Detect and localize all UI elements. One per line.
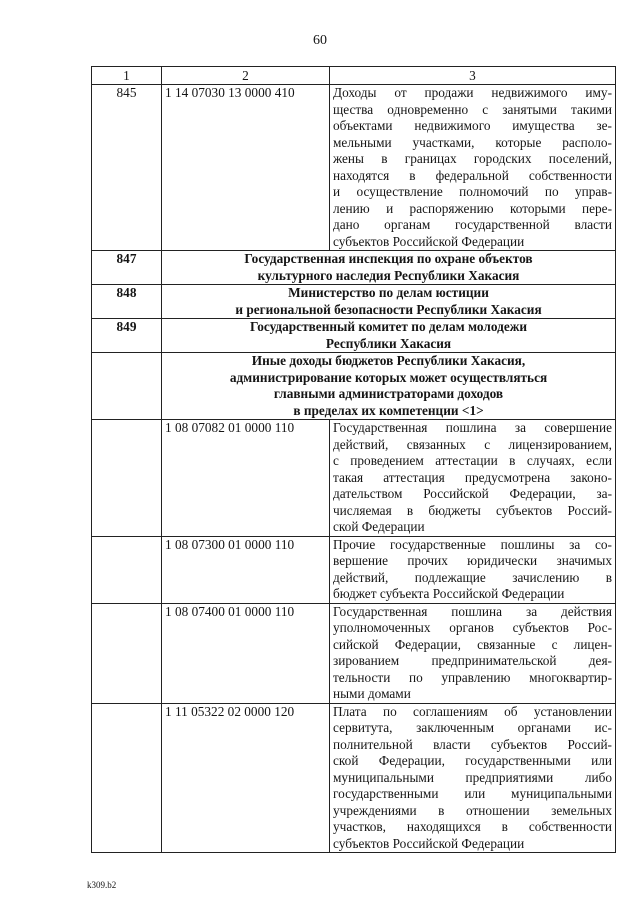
- revenue-description: [330, 420, 616, 537]
- description-line: вершение прочих юридически значимых: [333, 553, 612, 568]
- section-title: [162, 319, 616, 353]
- page-number: 60: [313, 33, 327, 48]
- description-line: государственными или муниципальными: [333, 786, 612, 801]
- description-line: бюджет субъекта Российской Федерации: [333, 586, 565, 601]
- description-line: Плата по соглашениям об установлении: [333, 703, 612, 719]
- budget-classification-code: 1 14 07030 13 0000 410: [162, 85, 330, 251]
- revenue-description: [330, 85, 616, 251]
- section-title-line: и региональной безопасности Республики Хакасия: [235, 301, 542, 317]
- section-code: 848: [92, 285, 162, 319]
- description-line: жены в границах городских поселений,: [333, 151, 612, 166]
- description-line: объектами недвижимого имущества зе-: [333, 118, 612, 133]
- description-line: такая аттестация предусмотрена законо-: [333, 469, 612, 485]
- section-row: [92, 319, 616, 353]
- description-line: ской Федерации, государственными или: [333, 753, 612, 768]
- description-line: Государственная пошлина за совершение: [333, 420, 612, 435]
- table-header-row: [92, 67, 616, 85]
- description-line: числяемая в бюджеты субъектов Россий-: [333, 502, 612, 518]
- description-line: участков, находящихся в собственности: [333, 819, 612, 834]
- section-row: [92, 285, 616, 319]
- description-line: субъектов Российской Федерации: [333, 233, 525, 249]
- section-row: [92, 353, 616, 420]
- column-header-3: 3: [330, 67, 616, 85]
- table-row: [92, 85, 616, 251]
- revenue-classification-table: [91, 66, 616, 853]
- section-title-line: Республики Хакасия: [325, 335, 452, 351]
- section-title-line: главными администраторами доходов: [273, 386, 504, 401]
- revenue-description: [330, 536, 616, 603]
- table-row: [92, 703, 616, 853]
- description-line: ской Федерации: [333, 519, 425, 534]
- description-line: мельными участками, которые располо-: [333, 134, 612, 150]
- description-line: ными домами: [333, 686, 411, 701]
- description-line: зированием предпринимательской дея-: [333, 653, 612, 668]
- section-title: [162, 353, 616, 420]
- footer-document-code: k309.b2: [87, 880, 117, 890]
- section-title-line: Иные доходы бюджетов Республики Хакасия,: [251, 353, 526, 368]
- section-title-line: культурного наследия Республики Хакасия: [257, 267, 520, 283]
- section-title-line: Государственный комитет по делам молодежи: [249, 319, 528, 334]
- description-line: полнительной власти субъектов Россий-: [333, 736, 612, 752]
- description-line: Доходы от продажи недвижимого иму-: [333, 85, 612, 100]
- description-line: действий, подлежащие зачислению в: [333, 569, 612, 585]
- description-line: муниципальными предприятиями либо: [333, 769, 612, 785]
- revenue-description: [330, 703, 616, 853]
- section-title-line: Министерство по делам юстиции: [288, 285, 489, 300]
- section-code: 849: [92, 319, 162, 353]
- section-title-line: Государственная инспекция по охране объектов: [244, 251, 533, 266]
- section-title-line: в пределах их компетенции <1>: [293, 402, 484, 418]
- section-title: [162, 285, 616, 319]
- section-title: [162, 251, 616, 285]
- administrator-code: 845: [92, 85, 162, 251]
- section-code: 847: [92, 251, 162, 285]
- description-line: сервитута, заключенным органами ис-: [333, 720, 612, 735]
- description-line: уполномоченных органов субъектов Рос-: [333, 620, 612, 635]
- table-row: [92, 420, 616, 537]
- table-row: [92, 603, 616, 703]
- budget-classification-code: 1 11 05322 02 0000 120: [162, 703, 330, 853]
- description-line: дано органам государственной власти: [333, 217, 612, 232]
- column-header-1: 1: [92, 67, 162, 85]
- administrator-code: [92, 603, 162, 703]
- section-title-line: администрирование которых может осуществляться: [229, 369, 548, 385]
- revenue-description: [330, 603, 616, 703]
- section-row: [92, 251, 616, 285]
- description-line: субъектов Российской Федерации: [333, 835, 525, 851]
- budget-classification-code: 1 08 07400 01 0000 110: [162, 603, 330, 703]
- administrator-code: [92, 536, 162, 603]
- description-line: Государственная пошлина за действия: [333, 603, 612, 619]
- description-line: Прочие государственные пошлины за со-: [333, 536, 612, 552]
- description-line: учреждениями в отношении земельных: [333, 802, 612, 818]
- budget-classification-code: 1 08 07300 01 0000 110: [162, 536, 330, 603]
- description-line: тельности по управлению многоквартир-: [333, 669, 612, 685]
- description-line: и осуществление полномочий по управ-: [333, 184, 612, 199]
- budget-classification-code: 1 08 07082 01 0000 110: [162, 420, 330, 537]
- description-line: сийской Федерации, связанные с лицен-: [333, 636, 612, 652]
- column-header-2: 2: [162, 67, 330, 85]
- description-line: лению и распоряжению которыми пере-: [333, 200, 612, 216]
- section-code: [92, 353, 162, 420]
- description-line: находятся в федеральной собственности: [333, 167, 612, 183]
- description-line: дательством Российской Федерации, за-: [333, 486, 612, 501]
- administrator-code: [92, 703, 162, 853]
- administrator-code: [92, 420, 162, 537]
- description-line: с проведением аттестации в случаях, если: [333, 453, 612, 468]
- table-row: [92, 536, 616, 603]
- description-line: щества одновременно с занятыми такими: [333, 101, 612, 117]
- description-line: действий, связанных с лицензированием,: [333, 436, 612, 452]
